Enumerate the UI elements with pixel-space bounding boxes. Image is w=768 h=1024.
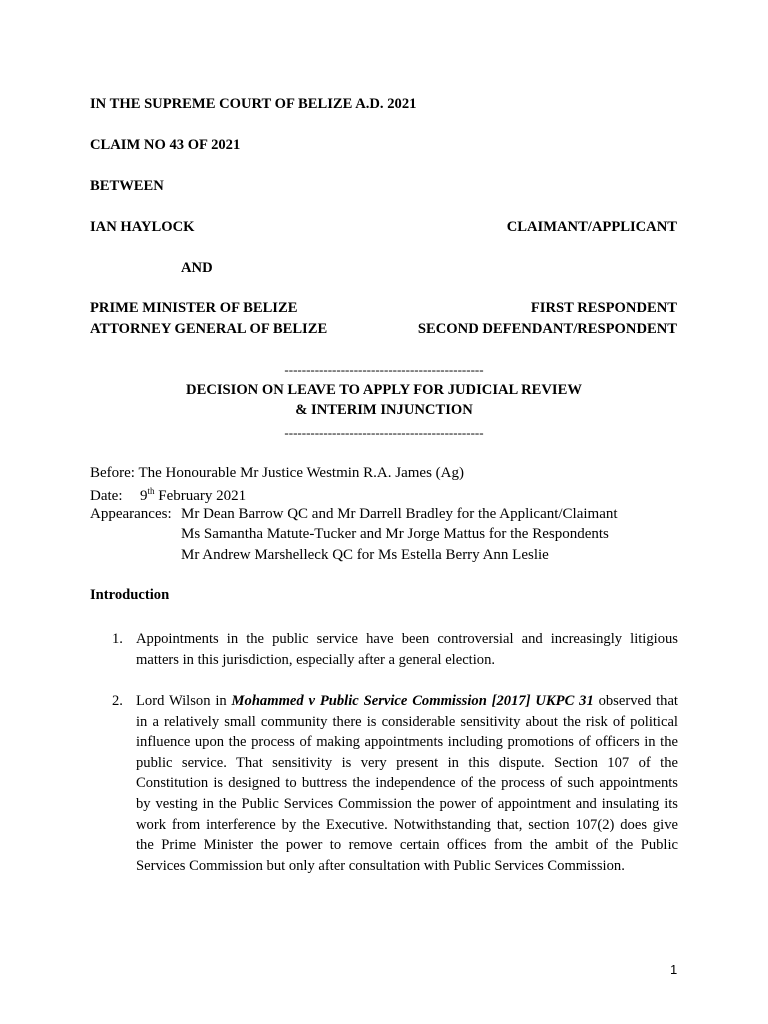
respondent1-role: FIRST RESPONDENT [530, 300, 677, 316]
date-suffix: th [147, 486, 155, 496]
paragraph-line: Services Commission but only after consultation with Public Services Commission. [136, 857, 625, 874]
case-citation: Mohammed v Public Service Commission [2017] UKPC 31 [231, 693, 594, 709]
paragraph-line: matters in this jurisdiction, especially after a general election. [136, 651, 496, 668]
paragraph-line: Appointments in the public service have been controversial and increasingly litigious [136, 631, 678, 647]
paragraph-number: 1. [112, 631, 123, 647]
before-line: Before: The Honourable Mr Justice Westmin R.A. James (Ag) [90, 465, 464, 481]
paragraph-lead: Lord Wilson in [136, 693, 232, 709]
respondent2-name: ATTORNEY GENERAL OF BELIZE [90, 321, 328, 337]
appearance-line: Ms Samantha Matute-Tucker and Mr Jorge Mattus for the Respondents [181, 526, 609, 542]
court-title: IN THE SUPREME COURT OF BELIZE A.D. 2021 [90, 96, 417, 112]
date-rest: February 2021 [154, 488, 247, 504]
paragraph-line: the Prime Minister the power to remove certain offices from the ambit of the Public [136, 837, 678, 854]
claim-number: CLAIM NO 43 OF 2021 [90, 137, 241, 153]
claimant-name: IAN HAYLOCK [90, 219, 195, 235]
paragraph-1 [136, 629, 678, 670]
paragraph-first-line [136, 691, 678, 712]
paragraph-line: public service. That sensitivity is very present in this dispute. Section 107 of the [136, 754, 678, 771]
decision-title-line2: & INTERIM INJUNCTION [295, 402, 473, 418]
date-line [90, 487, 246, 504]
between-label: BETWEEN [90, 178, 164, 194]
paragraph-line: by vesting in the Public Services Commission the power of appointment and insulating its [136, 795, 678, 812]
respondent1-name: PRIME MINISTER OF BELIZE [90, 300, 298, 316]
paragraph-2 [136, 691, 678, 876]
divider-bottom: ---------------------------------------------- [284, 425, 484, 440]
paragraph-lead-rest: observed that [593, 693, 678, 709]
paragraph-number: 2. [112, 693, 123, 709]
paragraph-line: Constitution is designed to buttress the independence of the process of such appointments [136, 775, 678, 792]
appearances-label: Appearances: [90, 506, 172, 522]
paragraph-line: in a relatively small community there is considerable sensitivity about the risk of political [136, 713, 678, 730]
section-heading: Introduction [90, 587, 170, 603]
claimant-role: CLAIMANT/APPLICANT [506, 219, 677, 235]
date-label: Date: [90, 488, 123, 504]
page-number: 1 [670, 962, 678, 977]
paragraph-line: work from interference by the Executive. Notwithstanding that, section 107(2) does give [136, 816, 678, 833]
appearance-line: Mr Andrew Marshelleck QC for Ms Estella Berry Ann Leslie [181, 547, 549, 563]
decision-title-line1: DECISION ON LEAVE TO APPLY FOR JUDICIAL REVIEW [186, 382, 582, 398]
respondent2-role: SECOND DEFENDANT/RESPONDENT [417, 321, 677, 337]
date-day: 9 [139, 488, 148, 504]
and-label: AND [181, 260, 213, 276]
divider-top: ---------------------------------------------- [284, 362, 484, 377]
paragraph-line: influence upon the process of making appointments including promotions of officers in the [136, 734, 678, 751]
appearance-line: Mr Dean Barrow QC and Mr Darrell Bradley for the Applicant/Claimant [181, 506, 618, 522]
